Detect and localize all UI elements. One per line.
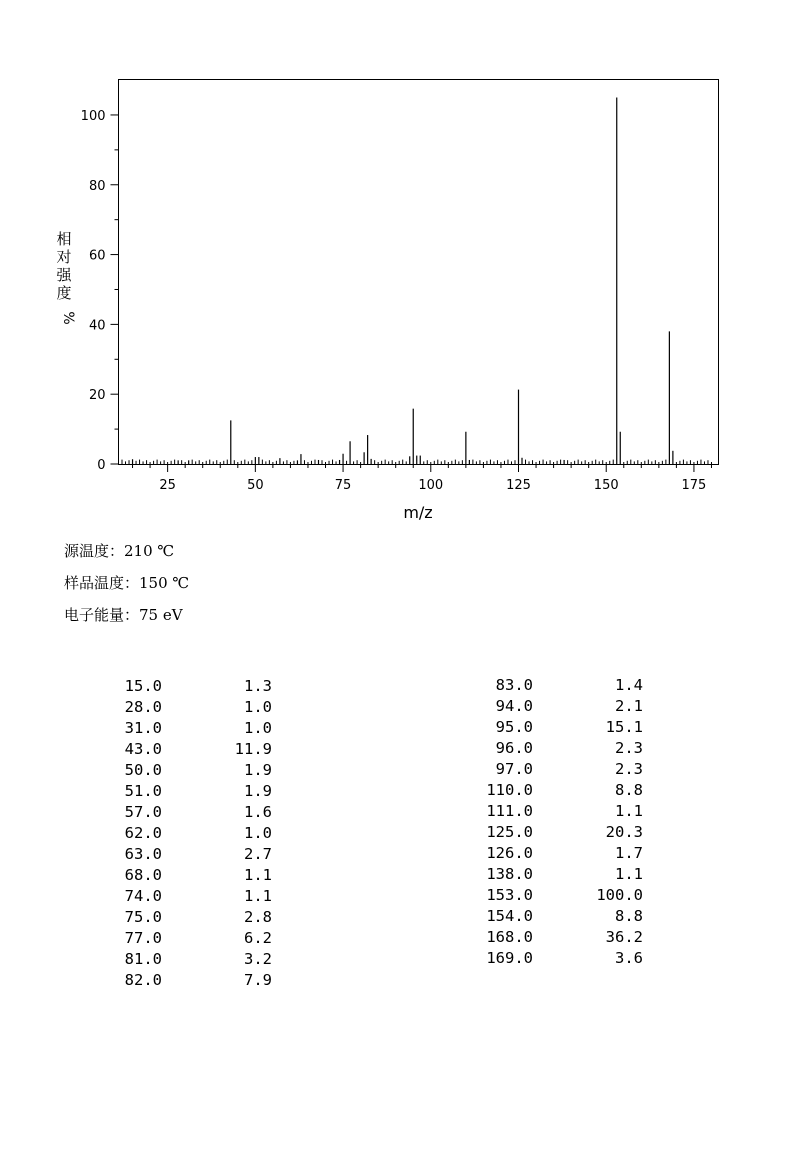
mz-value: 96.0	[495, 739, 533, 757]
mz-value: 110.0	[486, 781, 533, 799]
table-row	[0, 719, 280, 740]
table-row	[400, 718, 650, 739]
abundance-value: 36.2	[605, 928, 643, 946]
abundance-value: 1.6	[244, 803, 272, 821]
peak-table-right	[400, 676, 650, 970]
mz-value: 153.0	[486, 886, 533, 904]
y-tick-label: 100	[80, 108, 106, 124]
table-row	[0, 824, 280, 845]
abundance-value: 2.3	[615, 739, 643, 757]
mz-value: 51.0	[124, 782, 162, 800]
mz-value: 81.0	[124, 950, 162, 968]
table-row	[400, 865, 650, 886]
table-row	[400, 949, 650, 970]
table-row	[0, 908, 280, 929]
x-tick-label: 125	[506, 478, 531, 493]
abundance-value: 1.1	[244, 866, 272, 884]
table-row	[400, 907, 650, 928]
x-tick-label: 100	[418, 478, 444, 493]
y-tick-label: 0	[97, 458, 106, 473]
abundance-value: 3.2	[244, 950, 272, 968]
abundance-value: 7.9	[244, 971, 272, 989]
abundance-value: 6.2	[244, 929, 272, 947]
table-row	[0, 782, 280, 803]
x-axis-label: m/z	[403, 503, 433, 522]
mz-value: 28.0	[124, 698, 162, 716]
abundance-value: 2.1	[615, 697, 643, 715]
table-row	[400, 844, 650, 865]
table-row	[0, 740, 280, 761]
mz-value: 57.0	[124, 803, 162, 821]
mz-value: 75.0	[124, 908, 162, 926]
mz-value: 82.0	[124, 971, 162, 989]
mz-value: 169.0	[486, 949, 533, 967]
source-temperature: 源温度：210 ℃	[64, 542, 175, 560]
abundance-value: 8.8	[615, 907, 643, 925]
abundance-value: 11.9	[234, 740, 272, 758]
mz-value: 138.0	[486, 865, 533, 883]
table-row	[400, 928, 650, 949]
x-tick-label: 175	[681, 478, 707, 493]
y-axis-label-char: 强	[56, 266, 72, 284]
mz-value: 126.0	[486, 844, 533, 862]
mz-value: 95.0	[495, 718, 533, 736]
mz-value: 31.0	[124, 719, 162, 737]
abundance-value: 1.0	[244, 824, 272, 842]
abundance-value: 20.3	[605, 823, 643, 841]
table-row	[0, 971, 280, 992]
abundance-value: 1.3	[244, 677, 272, 695]
y-axis-label-unit: %	[60, 311, 76, 325]
mz-value: 74.0	[124, 887, 162, 905]
electron-energy: 电子能量：75 eV	[64, 606, 183, 624]
x-tick-label: 25	[159, 478, 176, 493]
mz-value: 111.0	[486, 802, 533, 820]
sample-temperature: 样品温度：150 ℃	[64, 574, 190, 592]
abundance-value: 1.4	[615, 676, 643, 694]
y-axis-label-char: 对	[56, 248, 72, 266]
x-tick-label: 75	[334, 478, 352, 493]
table-row	[400, 802, 650, 823]
abundance-value: 1.9	[244, 761, 272, 779]
table-row	[0, 698, 280, 719]
abundance-value: 1.1	[615, 802, 643, 820]
mass-spectrum-chart	[0, 0, 794, 530]
plot-frame	[119, 80, 719, 465]
table-row	[400, 697, 650, 718]
y-axis-label-char: 相	[56, 230, 72, 248]
y-tick-label: 60	[88, 248, 106, 264]
table-row	[0, 950, 280, 971]
table-row	[0, 677, 280, 698]
mz-value: 68.0	[124, 866, 162, 884]
abundance-value: 2.3	[615, 760, 643, 778]
mz-value: 77.0	[124, 929, 162, 947]
mz-value: 50.0	[124, 761, 162, 779]
abundance-value: 1.1	[615, 865, 643, 883]
mz-value: 15.0	[124, 677, 162, 695]
table-row	[400, 886, 650, 907]
y-tick-label: 80	[88, 178, 106, 194]
mz-value: 125.0	[486, 823, 533, 841]
table-row	[400, 739, 650, 760]
table-row	[0, 929, 280, 950]
abundance-value: 1.1	[244, 887, 272, 905]
mz-value: 154.0	[486, 907, 533, 925]
table-row	[0, 845, 280, 866]
y-tick-label: 20	[88, 388, 106, 404]
abundance-value: 15.1	[605, 718, 643, 736]
abundance-value: 2.8	[244, 908, 272, 926]
abundance-value: 100.0	[596, 886, 643, 904]
table-row	[0, 887, 280, 908]
abundance-value: 3.6	[615, 949, 643, 967]
mz-value: 97.0	[495, 760, 533, 778]
table-row	[0, 803, 280, 824]
mz-value: 168.0	[486, 928, 533, 946]
table-row	[0, 866, 280, 887]
mz-value: 94.0	[495, 697, 533, 715]
table-row	[400, 676, 650, 697]
abundance-value: 1.0	[244, 719, 272, 737]
mz-value: 43.0	[124, 740, 162, 758]
table-row	[0, 761, 280, 782]
abundance-value: 1.7	[615, 844, 643, 862]
abundance-value: 1.9	[244, 782, 272, 800]
abundance-value: 8.8	[615, 781, 643, 799]
table-row	[400, 823, 650, 844]
table-row	[400, 781, 650, 802]
mz-value: 63.0	[124, 845, 162, 863]
y-axis-label-char: 度	[56, 284, 72, 302]
y-tick-label: 40	[88, 318, 106, 334]
peak-table-left	[0, 677, 280, 992]
abundance-value: 1.0	[244, 698, 272, 716]
table-row	[400, 760, 650, 781]
mz-value: 62.0	[124, 824, 162, 842]
x-tick-label: 150	[593, 478, 619, 493]
x-tick-label: 50	[247, 478, 264, 493]
abundance-value: 2.7	[244, 845, 272, 863]
mz-value: 83.0	[495, 676, 533, 694]
